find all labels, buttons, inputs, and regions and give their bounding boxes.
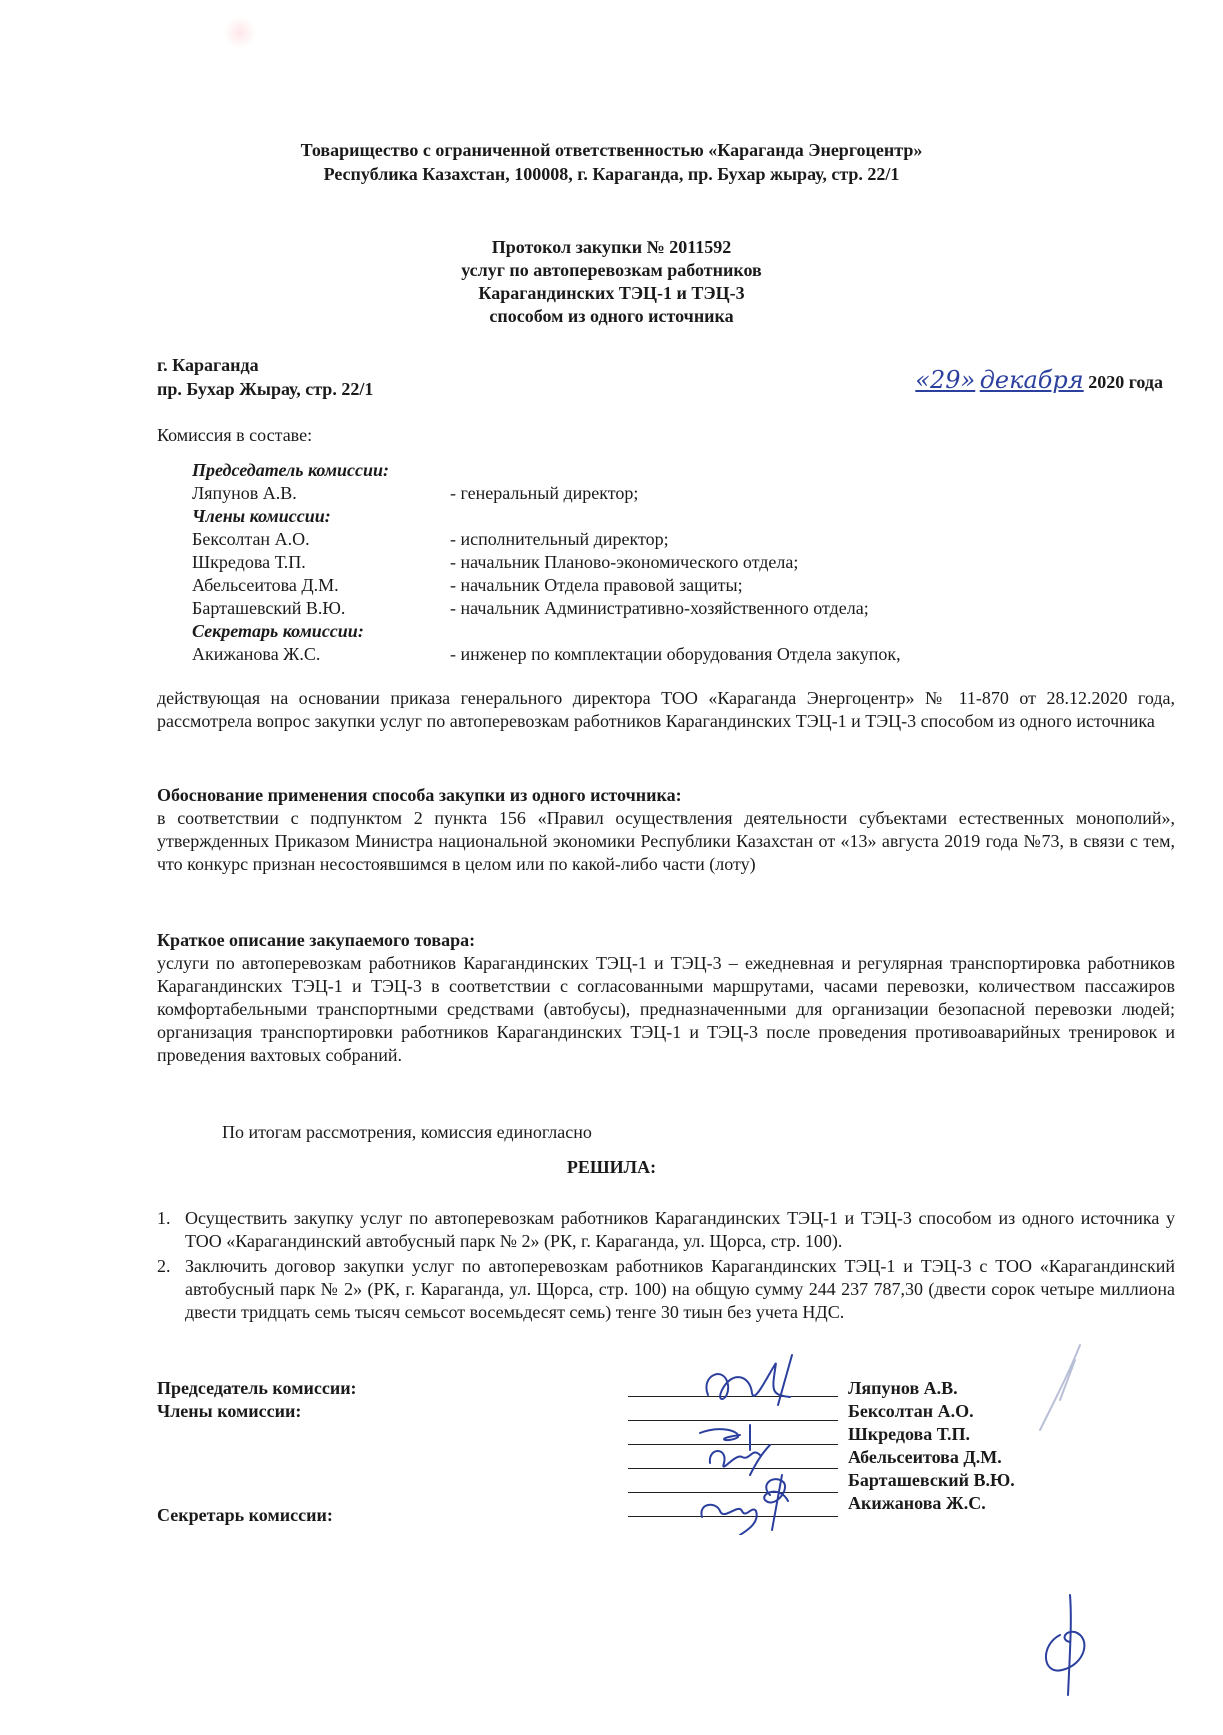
members-title: Члены комиссии: — [192, 506, 331, 526]
signatory-name: Бексолтан А.О. — [848, 1401, 974, 1421]
signatory-name: Абельсеитова Д.М. — [848, 1447, 1002, 1467]
signatory-name: Барташевский В.Ю. — [848, 1470, 1015, 1490]
member-name: Ляпунов А.В. — [192, 483, 297, 503]
signature-stroke — [1040, 1345, 1080, 1430]
justification-text: в соответствии с подпунктом 2 пункта 156 «Правил осуществления деятельности субъектами естественных монополий», утвержденных Приказом Министра национальной экономики Республики Казахстан от «13» августа 2019 года №73, в связи с тем, что конкурс признан несостоявшимся в целом или по какой-либо части (лоту) — [157, 808, 1175, 874]
commission-intro: Комиссия в составе: — [157, 425, 313, 445]
chair-label: Председатель комиссии: — [157, 1378, 357, 1398]
date-open-quote: « — [915, 366, 930, 394]
member-row — [192, 643, 901, 666]
member-role: - исполнительный директор; — [450, 529, 669, 549]
initials-mark — [1030, 1590, 1110, 1700]
date-close-quote: » — [960, 366, 976, 394]
description-text: услуги по автоперевозкам работников Карагандинских ТЭЦ-1 и ТЭЦ-3 – ежедневная и регулярная транспортировка работников Карагандинских ТЭЦ-1 и ТЭЦ-3 в соответствии с согласованными маршрутами, часами перевозки, количеством пассажиров комфортабельными транспортными средствами (автобусы), предназначенными для организации безопасной перевозки людей; организация транспортировки работников Карагандинских ТЭЦ-1 и ТЭЦ-3 после проведения противоаварийных тренировок и проведения вахтовых собраний. — [157, 953, 1175, 1065]
commission-list — [192, 459, 901, 666]
protocol-subject-1: услуг по автоперевозкам работников — [461, 260, 762, 280]
member-row — [192, 574, 901, 597]
member-role: - генеральный директор; — [450, 483, 639, 503]
stain-mark — [225, 15, 255, 50]
item-text: Осуществить закупку услуг по автоперевозкам работников Карагандинских ТЭЦ-1 и ТЭЦ-3 способом из одного источника у ТОО «Карагандинский автобусный парк № 2» (РК, г. Караганда, ул. Щорса, стр. 100). — [185, 1208, 1175, 1251]
member-name: Барташевский В.Ю. — [192, 598, 346, 618]
list-item — [157, 1255, 1175, 1324]
signatory-name: Акижанова Ж.С. — [848, 1493, 986, 1513]
signature-labels — [157, 1377, 357, 1423]
member-name: Акижанова Ж.С. — [192, 644, 321, 664]
member-role: - начальник Отдела правовой защиты; — [450, 575, 743, 595]
secretary-label: Секретарь комиссии: — [157, 1505, 333, 1525]
member-role: - начальник Планово-экономического отдела; — [450, 552, 799, 572]
justification-section — [157, 784, 1175, 876]
signature-stroke — [1068, 1595, 1071, 1695]
protocol-subject-2: Карагандинских ТЭЦ-1 и ТЭЦ-3 — [478, 283, 745, 303]
document-date — [915, 368, 1163, 394]
org-name: Товарищество с ограниченной ответственностью «Караганда Энергоцентр» — [300, 140, 923, 160]
signature-stroke — [701, 1505, 756, 1535]
date-day: 29 — [929, 366, 961, 394]
member-role: - инженер по комплектации оборудования Отдела закупок, — [450, 644, 901, 664]
signatory-name: Ляпунов А.В. — [848, 1378, 958, 1398]
protocol-number: Протокол закупки № 2011592 — [491, 237, 732, 257]
member-row — [192, 482, 901, 505]
faint-signature — [1030, 1340, 1090, 1440]
decision-heading: РЕШИЛА: — [566, 1157, 657, 1177]
item-text: Заключить договор закупки услуг по автоперевозкам работников Карагандинских ТЭЦ-1 и ТЭЦ-3 с ТОО «Карагандинский автобусный парк № 2» (РК, г. Караганда, ул. Щорса, стр. 100) на общую сумму 244 237 787,30 (двести сорок четыре миллиона двести тридцать семь тысяч семьсот восемьдесят семь) тенге 30 тиын без учета НДС. — [185, 1256, 1175, 1322]
secretary-title: Секретарь комиссии: — [192, 621, 364, 641]
signatory-names — [848, 1377, 1015, 1515]
address: пр. Бухар Жырау, стр. 22/1 — [157, 379, 374, 399]
acting-paragraph: действующая на основании приказа генерального директора ТОО «Караганда Энергоцентр» № 11-870 от 28.12.2020 года, рассмотрела вопрос закупки услуг по автоперевозкам работников Карагандинских ТЭЦ-1 и ТЭЦ-3 способом из одного источника — [157, 688, 1175, 731]
signature-stroke — [764, 1475, 788, 1530]
member-row — [192, 528, 901, 551]
signatory-name: Шкредова Т.П. — [848, 1424, 970, 1444]
description-section — [157, 929, 1175, 1067]
protocol-method: способом из одного источника — [489, 306, 734, 326]
place-block — [157, 353, 373, 401]
item-number: 2. — [157, 1256, 171, 1276]
members-label: Члены комиссии: — [157, 1401, 302, 1421]
decision-list — [157, 1207, 1175, 1326]
list-item — [157, 1207, 1175, 1253]
member-name: Шкредова Т.П. — [192, 552, 306, 572]
item-number: 1. — [157, 1208, 171, 1228]
chair-title: Председатель комиссии: — [192, 460, 390, 480]
signature-stroke — [706, 1355, 792, 1405]
protocol-title — [0, 236, 1223, 328]
organization-header — [0, 138, 1223, 186]
description-heading: Краткое описание закупаемого товара: — [157, 930, 476, 950]
signature-stroke — [710, 1445, 770, 1475]
member-row — [192, 551, 901, 574]
signature-stroke — [700, 1425, 750, 1450]
org-address: Республика Казахстан, 100008, г. Караганда, пр. Бухар жырау, стр. 22/1 — [323, 164, 900, 184]
date-month: декабря — [979, 366, 1084, 394]
member-row — [192, 597, 901, 620]
result-intro: По итогам рассмотрения, комиссия единогласно — [222, 1122, 592, 1142]
member-role: - начальник Административно-хозяйственного отдела; — [450, 598, 869, 618]
handwritten-signatures — [680, 1335, 840, 1535]
member-name: Бексолтан А.О. — [192, 529, 310, 549]
signature-stroke — [1046, 1632, 1084, 1671]
city: г. Караганда — [157, 355, 259, 375]
date-year: 2020 года — [1088, 372, 1163, 392]
justification-heading: Обоснование применения способа закупки из одного источника: — [157, 785, 682, 805]
member-name: Абельсеитова Д.М. — [192, 575, 339, 595]
